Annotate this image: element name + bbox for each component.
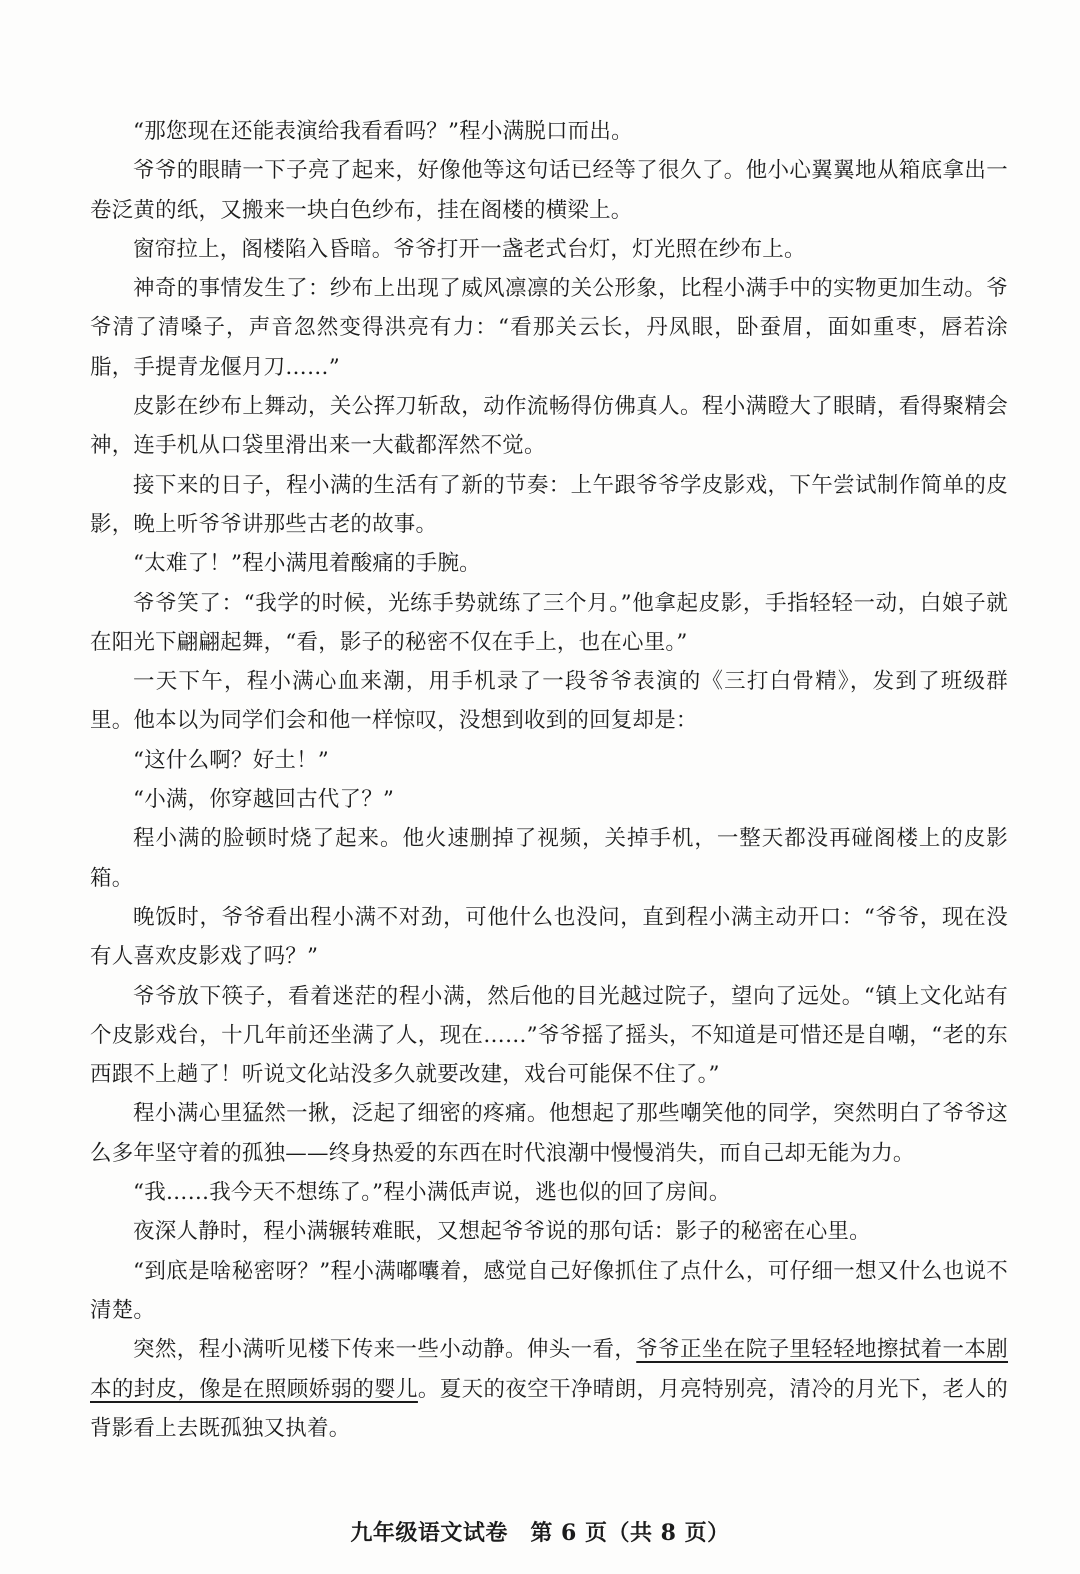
underlined-sentence: 爷爷正坐在院子里轻轻地擦拭着一本剧本的封皮，像是在照顾娇弱的婴儿 — [90, 1337, 1009, 1402]
paragraph-11: “小满，你穿越回古代了？” — [133, 787, 395, 813]
paragraph-6: 接下来的日子，程小满的生活有了新的节奏：上午跟爷爷学皮影戏，下午尝试制作简单的皮影，晚上听爷爷讲那些古老的故事。 — [90, 472, 1008, 537]
page-footer: 九年级语文试卷 第 6 页（共 8 页） — [350, 1520, 730, 1546]
paragraph-14: 爷爷放下筷子，看着迷茫的程小满，然后他的目光越过院子，望向了远处。“镇上文化站有个皮影戏台，十几年前还坐满了人，现在……”爷爷摇了摇头，不知道是可惜还是自嘲，“老的东西跟不上趟了！听说文化站没多久就要改建，戏台可能保不住了。” — [90, 983, 1008, 1088]
paragraph-19 — [90, 1330, 1008, 1448]
paragraph-2: 爷爷的眼睛一下子亮了起来，好像他等这句话已经等了很久了。他小心翼翼地从箱底拿出一卷泛黄的纸，又搬来一块白色纱布，挂在阁楼的横梁上。 — [90, 158, 1008, 223]
paragraph-17: 夜深人静时，程小满辗转难眠，又想起爷爷说的那句话：影子的秘密在心里。 — [133, 1219, 871, 1245]
paragraph-3: 窗帘拉上，阁楼陷入昏暗。爷爷打开一盏老式台灯，灯光照在纱布上。 — [133, 236, 806, 262]
paragraph-18: “到底是啥秘密呀？”程小满嘟囔着，感觉自己好像抓住了点什么，可仔细一想又什么也说不清楚。 — [90, 1258, 1008, 1323]
story-text — [90, 112, 1008, 1448]
paragraph-10: “这什么啊？好土！” — [133, 747, 329, 773]
paragraph-5: 皮影在纱布上舞动，关公挥刀斩敌，动作流畅得仿佛真人。程小满瞪大了眼睛，看得聚精会神，连手机从口袋里滑出来一大截都浑然不觉。 — [90, 394, 1008, 459]
paragraph-7: “太难了！”程小满甩着酸痛的手腕。 — [133, 551, 481, 577]
paragraph-8: 爷爷笑了：“我学的时候，光练手势就练了三个月。”他拿起皮影，手指轻轻一动，白娘子就在阳光下翩翩起舞，“看，影子的秘密不仅在手上，也在心里。” — [90, 590, 1008, 655]
paragraph-9: 一天下午，程小满心血来潮，用手机录了一段爷爷表演的《三打白骨精》，发到了班级群里。他本以为同学们会和他一样惊叹，没想到收到的回复却是： — [90, 669, 1008, 734]
paragraph-12: 程小满的脸顿时烧了起来。他火速删掉了视频，关掉手机，一整天都没再碰阁楼上的皮影箱。 — [90, 826, 1008, 891]
paragraph-16: “我……我今天不想练了。”程小满低声说，逃也似的回了房间。 — [133, 1180, 731, 1206]
paragraph-15: 程小满心里猛然一揪，泛起了细密的疼痛。他想起了那些嘲笑他的同学，突然明白了爷爷这么多年坚守着的孤独——终身热爱的东西在时代浪潮中慢慢消失，而自己却无能为力。 — [90, 1101, 1008, 1166]
paragraph-19-after: 。夏天的夜空干净晴朗，月亮特别亮，清冷的月光下，老人的背影看上去既孤独又执着。 — [90, 1376, 1008, 1441]
paragraph-13: 晚饭时，爷爷看出程小满不对劲，可他什么也没问，直到程小满主动开口：“爷爷，现在没有人喜欢皮影戏了吗？” — [90, 904, 1008, 970]
paragraph-4: 神奇的事情发生了：纱布上出现了威风凛凛的关公形象，比程小满手中的实物更加生动。爷爷清了清嗓子，声音忽然变得洪亮有力：“看那关云长，丹凤眼，卧蚕眉，面如重枣，唇若涂脂，手提青龙偃月刀……” — [90, 276, 1008, 380]
paragraph-19-before: 突然，程小满听见楼下传来一些小动静。伸头一看， — [133, 1337, 637, 1363]
paragraph-1: “那您现在还能表演给我看看吗？”程小满脱口而出。 — [133, 119, 633, 144]
